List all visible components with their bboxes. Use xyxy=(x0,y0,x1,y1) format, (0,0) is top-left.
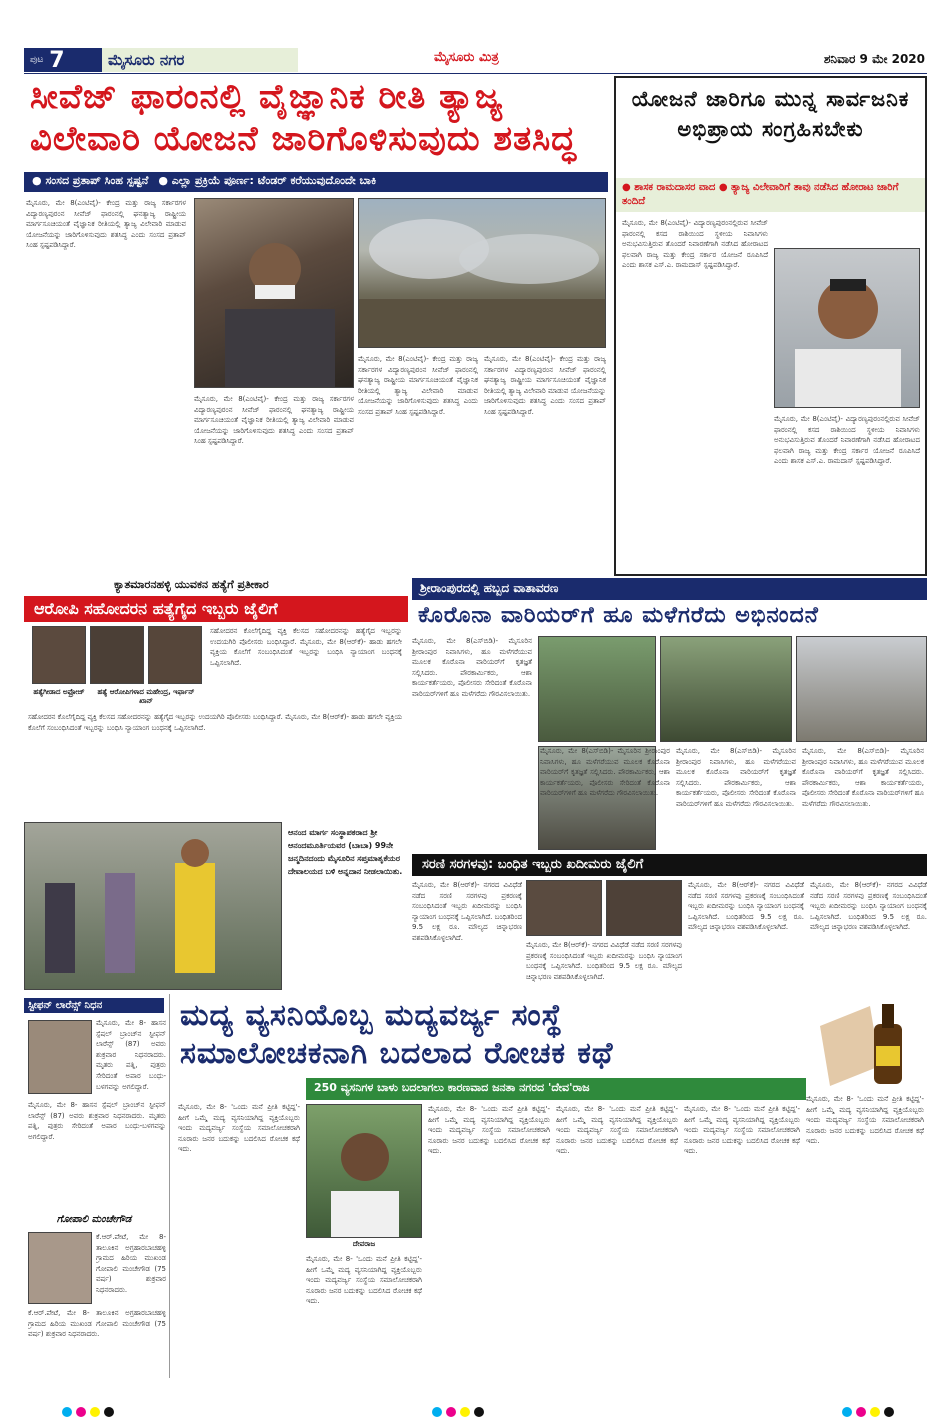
yellow-dot xyxy=(460,1407,470,1417)
yellow-dot xyxy=(870,1407,880,1417)
feature-column-2-bottom: ಮೈಸೂರು, ಮೇ 8- 'ಒಂದು ಮನೆ ಪ್ರೀತಿ ಕಟ್ಟಿದ್ದ'- ಹೀಗೆ ಒಮ್ಮೆ ಮದ್ಯ ವ್ಯಸನಿಯಾಗಿದ್ದ ವ್ಯಕ್ತಿಯೊಬ್ಬರು ಇಂದು ಮದ್ಯವರ್ಜ್ಯ ಸಂಸ್ಥೆಯ ಸಮಾಲೋಚಕರಾಗಿ ನೂರಾರು ಜನರ ಬದುಕನ್ನು ಬದಲಿಸಿದ ರೋಚಕ ಕಥೆ ಇದು. xyxy=(306,1255,422,1306)
obit2-text: ಕೆ.ಆರ್.ಪೇಟೆ, ಮೇ 8- ತಾಲೂಕಿನ ಅಗ್ರಹಾರಬಾಚಹಳ್ಳಿ ಗ್ರಾಮದ ಹಿರಿಯ ಮುಖಂಡ ಗೋಪಾಲಿ ಮಂಚೇಗೌಡ (75 ವರ್ಷ) ಶುಕ್ರವಾರ ನಿಧನರಾದರು. xyxy=(96,1233,166,1294)
registration-marks-center xyxy=(430,1402,486,1421)
chain-snatch-column-2: ಮೈಸೂರು, ಮೇ 8(ಆರ್‌ಕೆ)- ನಗರದ ವಿವಿಧೆಡೆ ನಡೆದ ಸರಣಿ ಸರಗಳವು ಪ್ರಕರಣಕ್ಕೆ ಸಂಬಂಧಿಸಿದಂತೆ ಇಬ್ಬರು ಖದೀಮರನ್ನು ಬಂಧಿಸಿ ನ್ಯಾಯಾಂಗ ಬಂಧನಕ್ಕೆ ಒಪ್ಪಿಸಲಾಗಿದೆ. ಬಂಧಿತರಿಂದ 9.5 ಲಕ್ಷ ರೂ. ಮೌಲ್ಯದ ಚಿನ್ನಾಭರಣ ವಶಪಡಿಸಿಕೊಳ್ಳಲಾಗಿದೆ. xyxy=(526,941,682,981)
feature-headline-line2: ಸಮಾಲೋಚಕನಾಗಿ ಬದಲಾದ ರೋಚಕ ಕಥೆ xyxy=(180,1035,614,1071)
chain-snatch-column-1: ಮೈಸೂರು, ಮೇ 8(ಆರ್‌ಕೆ)- ನಗರದ ವಿವಿಧೆಡೆ ನಡೆದ ಸರಣಿ ಸರಗಳವು ಪ್ರಕರಣಕ್ಕೆ ಸಂಬಂಧಿಸಿದಂತೆ ಇಬ್ಬರು ಖದೀಮರನ್ನು ಬಂಧಿಸಿ ನ್ಯಾಯಾಂಗ ಬಂಧನಕ್ಕೆ ಒಪ್ಪಿಸಲಾಗಿದೆ. ಬಂಧಿತರಿಂದ 9.5 ಲಕ್ಷ ರೂ. ಮೌಲ್ಯದ ಚಿನ್ನಾಭರಣ ವಶಪಡಿಸಿಕೊಳ್ಳಲಾಗಿದೆ. xyxy=(412,881,522,942)
page-label: ಪುಟ xyxy=(30,55,44,65)
lead-column-2: ಮೈಸೂರು, ಮೇ 8(ಎಂಟಿವೈ)- ಕೇಂದ್ರ ಮತ್ತು ರಾಜ್ಯ ಸರ್ಕಾರಗಳ ವಿದ್ಯಾರಣ್ಯಪುರಂನ ಸೀವೆಜ್ ಫಾರಂನಲ್ಲಿ ಘನತ್ಯಾಜ್ಯ ರಾಷ್ಟ್ರೀಯ ಮಾರ್ಗಸೂಚಿಯಂತೆ ವೈಜ್ಞಾನಿಕ ರೀತಿಯಲ್ಲಿ ತ್ಯಾಜ್ಯ ವಿಲೇವಾರಿ ಮಾಡುವ ಯೋಜನೆಯನ್ನು ಜಾರಿಗೊಳಿಸುವುದು ಶತಸಿದ್ಧ ಎಂದು ಸಂಸದ ಪ್ರತಾಪ್ ಸಿಂಹ ಸ್ಪಷ್ಟಪಡಿಸಿದ್ದಾರೆ. xyxy=(194,395,354,446)
annadana-photo xyxy=(24,822,282,990)
lead-story xyxy=(24,78,608,576)
accused-photo-2 xyxy=(148,626,202,684)
chain-snatch-column-3: ಮೈಸೂರು, ಮೇ 8(ಆರ್‌ಕೆ)- ನಗರದ ವಿವಿಧೆಡೆ ನಡೆದ ಸರಣಿ ಸರಗಳವು ಪ್ರಕರಣಕ್ಕೆ ಸಂಬಂಧಿಸಿದಂತೆ ಇಬ್ಬರು ಖದೀಮರನ್ನು ಬಂಧಿಸಿ ನ್ಯಾಯಾಂಗ ಬಂಧನಕ್ಕೆ ಒಪ್ಪಿಸಲಾಗಿದೆ. ಬಂಧಿತರಿಂದ 9.5 ಲಕ್ಷ ರೂ. ಮೌಲ್ಯದ ಚಿನ್ನಾಭರಣ ವಶಪಡಿಸಿಕೊಳ್ಳಲಾಗಿದೆ. xyxy=(688,881,804,932)
person-illustration xyxy=(307,1105,422,1238)
sidebar-column-2: ಮೈಸೂರು, ಮೇ 8(ಎಂಟಿವೈ)- ವಿದ್ಯಾರಣ್ಯಪುರಂನಲ್ಲಿರುವ ಸೀವೆಜ್ ಫಾರಂನಲ್ಲಿ ಕಸದ ರಾಶಿಯಿಂದ ಸ್ಥಳೀಯ ನಿವಾಸಿಗಳು ಅನುಭವಿಸುತ್ತಿರುವ ತೊಂದರೆ ನಿವಾರಣೆಗಾಗಿ ನಡೆಸಿದ ಹೋರಾಟದ ಫಲವಾಗಿ ರಾಜ್ಯ ಮತ್ತು ಕೇಂದ್ರ ಸರ್ಕಾರ ಯೋಜನೆ ರೂಪಿಸಿದೆ ಎಂದು ಶಾಸಕ ಎಸ್.ಎ. ರಾಮದಾಸ್ ಸ್ಪಷ್ಟಪಡಿಸಿದ್ದಾರೆ. xyxy=(774,415,920,466)
feature-headline xyxy=(180,1000,800,1069)
sidebar-deck: ● ಶಾಸಕ ರಾಮದಾಸರ ವಾದ ● ತ್ಯಾಜ್ಯ ವಿಲೇವಾರಿಗೆ ತಾವು ನಡೆಸಿದ ಹೋರಾಟ ಜಾರಿಗೆ ತಂದಿದೆ xyxy=(616,178,925,212)
lead-photo-mp xyxy=(194,198,354,388)
section-name xyxy=(102,48,298,72)
feature-headline-line1: ಮದ್ಯ ವ್ಯಸನಿಯೊಬ್ಬ ಮದ್ಯವರ್ಜ್ಯ ಸಂಸ್ಥೆ xyxy=(180,998,563,1033)
feature-column-3: ಮೈಸೂರು, ಮೇ 8- 'ಒಂದು ಮನೆ ಪ್ರೀತಿ ಕಟ್ಟಿದ್ದ'- ಹೀಗೆ ಒಮ್ಮೆ ಮದ್ಯ ವ್ಯಸನಿಯಾಗಿದ್ದ ವ್ಯಕ್ತಿಯೊಬ್ಬರು ಇಂದು ಮದ್ಯವರ್ಜ್ಯ ಸಂಸ್ಥೆಯ ಸಮಾಲೋಚಕರಾಗಿ ನೂರಾರು ಜನರ ಬದುಕನ್ನು ಬದಲಿಸಿದ ರೋಚಕ ಕಥೆ ಇದು. xyxy=(428,1105,550,1156)
corona-column-1: ಮೈಸೂರು, ಮೇ 8(ಎಸ್‌ಬಿಡಿ)- ಮೈಸೂರಿನ ಶ್ರೀರಾಂಪುರ ನಿವಾಸಿಗಳು, ಹೂ ಮಳೆಗರೆಯುವ ಮೂಲಕ ಕೊರೊನಾ ವಾರಿಯರ್‌ಗೆ ಕೃತಜ್ಞತೆ ಸಲ್ಲಿಸಿದರು. ಪೌರಕಾರ್ಮಿಕರು, ಆಶಾ ಕಾರ್ಯಕರ್ತೆಯರು, ಪೊಲೀಸರು ಸೇರಿದಂತೆ ಕೊರೊನಾ ವಾರಿಯರ್‌ಗಳಿಗೆ ಹೂ ಮಳೆಗರೆದು ಗೌರವಿಸಲಾಯಿತು. xyxy=(412,637,532,698)
cyan-dot xyxy=(842,1407,852,1417)
murder-headline-bar: ಆರೋಪಿ ಸಹೋದರನ ಹತ್ಯೆಗೈದ ಇಬ್ಬರು ಜೈಲಿಗೆ xyxy=(24,596,408,622)
registration-marks-right xyxy=(840,1402,896,1421)
obit1-photo xyxy=(28,1020,92,1094)
sidebar-deck-2: ತ್ಯಾಜ್ಯ ವಿಲೇವಾರಿಗೆ ತಾವು ನಡೆಸಿದ ಹೋರಾಟ ಜಾರಿಗೆ ತಂದಿದೆ xyxy=(622,182,899,207)
cyan-dot xyxy=(62,1407,72,1417)
feature-column-6: ಮೈಸೂರು, ಮೇ 8- 'ಒಂದು ಮನೆ ಪ್ರೀತಿ ಕಟ್ಟಿದ್ದ'- ಹೀಗೆ ಒಮ್ಮೆ ಮದ್ಯ ವ್ಯಸನಿಯಾಗಿದ್ದ ವ್ಯಕ್ತಿಯೊಬ್ಬರು ಇಂದು ಮದ್ಯವರ್ಜ್ಯ ಸಂಸ್ಥೆಯ ಸಮಾಲೋಚಕರಾಗಿ ನೂರಾರು ಜನರ ಬದುಕನ್ನು ಬದಲಿಸಿದ ರೋಚಕ ಕಥೆ ಇದು. xyxy=(806,1095,924,1146)
obit2-photo xyxy=(28,1232,92,1304)
section-label: ಮೈಸೂರು ನಗರ xyxy=(108,51,185,69)
murder-kicker: ಕ್ಯಾತಮಾರನಹಳ್ಳಿ ಯುವಕನ ಹತ್ಯೆಗೆ ಪ್ರತೀಕಾರ xyxy=(114,578,269,591)
corona-column-4: ಮೈಸೂರು, ಮೇ 8(ಎಸ್‌ಬಿಡಿ)- ಮೈಸೂರಿನ ಶ್ರೀರಾಂಪುರ ನಿವಾಸಿಗಳು, ಹೂ ಮಳೆಗರೆಯುವ ಮೂಲಕ ಕೊರೊನಾ ವಾರಿಯರ್‌ಗೆ ಕೃತಜ್ಞತೆ ಸಲ್ಲಿಸಿದರು. ಪೌರಕಾರ್ಮಿಕರು, ಆಶಾ ಕಾರ್ಯಕರ್ತೆಯರು, ಪೊಲೀಸರು ಸೇರಿದಂತೆ ಕೊರೊನಾ ವಾರಿಯರ್‌ಗಳಿಗೆ ಹೂ ಮಳೆಗರೆದು ಗೌರವಿಸಲಾಯಿತು. xyxy=(676,747,796,808)
registration-marks-left xyxy=(60,1402,116,1421)
paper-name: ಮೈಸೂರು ಮಿತ್ರ xyxy=(434,50,499,65)
victim-photo xyxy=(32,626,86,684)
victim-caption: ಹತ್ಯೆಗೀಡಾದ ಅಫ್ರೋಜ್ xyxy=(33,688,85,696)
lead-column-1: ಮೈಸೂರು, ಮೇ 8(ಎಂಟಿವೈ)- ಕೇಂದ್ರ ಮತ್ತು ರಾಜ್ಯ ಸರ್ಕಾರಗಳ ವಿದ್ಯಾರಣ್ಯಪುರಂನ ಸೀವೆಜ್ ಫಾರಂನಲ್ಲಿ ಘನತ್ಯಾಜ್ಯ ರಾಷ್ಟ್ರೀಯ ಮಾರ್ಗಸೂಚಿಯಂತೆ ವೈಜ್ಞಾನಿಕ ರೀತಿಯಲ್ಲಿ ತ್ಯಾಜ್ಯ ವಿಲೇವಾರಿ ಮಾಡುವ ಯೋಜನೆಯನ್ನು ಜಾರಿಗೊಳಿಸುವುದು ಶತಸಿದ್ಧ ಎಂದು ಸಂಸದ ಪ್ರತಾಪ್ ಸಿಂಹ ಸ್ಪಷ್ಟಪಡಿಸಿದ್ದಾರೆ. xyxy=(26,199,186,250)
feature-photo-caption: ದೇವರಾಜ xyxy=(352,1240,376,1248)
chain-snatch-column-4: ಮೈಸೂರು, ಮೇ 8(ಆರ್‌ಕೆ)- ನಗರದ ವಿವಿಧೆಡೆ ನಡೆದ ಸರಣಿ ಸರಗಳವು ಪ್ರಕರಣಕ್ಕೆ ಸಂಬಂಧಿಸಿದಂತೆ ಇಬ್ಬರು ಖದೀಮರನ್ನು ಬಂಧಿಸಿ ನ್ಯಾಯಾಂಗ ಬಂಧನಕ್ಕೆ ಒಪ್ಪಿಸಲಾಗಿದೆ. ಬಂಧಿತರಿಂದ 9.5 ಲಕ್ಷ ರೂ. ಮೌಲ್ಯದ ಚಿನ್ನಾಭರಣ ವಶಪಡಿಸಿಕೊಳ್ಳಲಾಗಿದೆ. xyxy=(810,881,927,932)
obit2-title: ಗೋಪಾಲಿ ಮಂಚೇಗೌಡ xyxy=(56,1214,132,1225)
corona-photo-3 xyxy=(796,636,927,742)
feature-column-5: ಮೈಸೂರು, ಮೇ 8- 'ಒಂದು ಮನೆ ಪ್ರೀತಿ ಕಟ್ಟಿದ್ದ'- ಹೀಗೆ ಒಮ್ಮೆ ಮದ್ಯ ವ್ಯಸನಿಯಾಗಿದ್ದ ವ್ಯಕ್ತಿಯೊಬ್ಬರು ಇಂದು ಮದ್ಯವರ್ಜ್ಯ ಸಂಸ್ಥೆಯ ಸಮಾಲೋಚಕರಾಗಿ ನೂರಾರು ಜನರ ಬದುಕನ್ನು ಬದಲಿಸಿದ ರೋಚಕ ಕಥೆ ಇದು. xyxy=(684,1105,800,1156)
chain-snatch-headline-bar: ಸರಣಿ ಸರಗಳವು: ಬಂಧಿತ ಇಬ್ಬರು ಖದೀಮರು ಜೈಲಿಗೆ xyxy=(412,854,927,876)
lead-photo-dump xyxy=(358,198,606,348)
sidebar-headline: ಯೋಜನೆ ಜಾರಿಗೂ ಮುನ್ನ ಸಾರ್ವಜನಿಕ ಅಭಿಪ್ರಾಯ ಸಂಗ್ರಹಿಸಬೇಕು xyxy=(631,87,910,142)
sidebar-story xyxy=(614,76,927,576)
black-dot xyxy=(884,1407,894,1417)
corona-column-5: ಮೈಸೂರು, ಮೇ 8(ಎಸ್‌ಬಿಡಿ)- ಮೈಸೂರಿನ ಶ್ರೀರಾಂಪುರ ನಿವಾಸಿಗಳು, ಹೂ ಮಳೆಗರೆಯುವ ಮೂಲಕ ಕೊರೊನಾ ವಾರಿಯರ್‌ಗೆ ಕೃತಜ್ಞತೆ ಸಲ್ಲಿಸಿದರು. ಪೌರಕಾರ್ಮಿಕರು, ಆಶಾ ಕಾರ್ಯಕರ್ತೆಯರು, ಪೊಲೀಸರು ಸೇರಿದಂತೆ ಕೊರೊನಾ ವಾರಿಯರ್‌ಗಳಿಗೆ ಹೂ ಮಳೆಗರೆದು ಗೌರವಿಸಲಾಯಿತು. xyxy=(802,747,924,808)
corona-headline: ಕೊರೊನಾ ವಾರಿಯರ್‌ಗೆ ಹೂ ಮಳೆಗರೆದು ಅಭಿನಂದನೆ xyxy=(418,604,819,628)
paper-logo xyxy=(434,50,499,65)
date-text: ಶನಿವಾರ 9 ಮೇ 2020 xyxy=(823,52,925,66)
corona-column-3: ಮೈಸೂರು, ಮೇ 8(ಎಸ್‌ಬಿಡಿ)- ಮೈಸೂರಿನ ಶ್ರೀರಾಂಪುರ ನಿವಾಸಿಗಳು, ಹೂ ಮಳೆಗರೆಯುವ ಮೂಲಕ ಕೊರೊನಾ ವಾರಿಯರ್‌ಗೆ ಕೃತಜ್ಞತೆ ಸಲ್ಲಿಸಿದರು. ಪೌರಕಾರ್ಮಿಕರು, ಆಶಾ ಕಾರ್ಯಕರ್ತೆಯರು, ಪೊಲೀಸರು ಸೇರಿದಂತೆ ಕೊರೊನಾ ವಾರಿಯರ್‌ಗಳಿಗೆ ಹೂ ಮಳೆಗರೆದು ಗೌರವಿಸಲಾಯಿತು. xyxy=(540,747,670,798)
accused-photo-b xyxy=(606,880,682,936)
corona-kicker-bar: ಶ್ರೀರಾಂಪುರದಲ್ಲಿ ಹಬ್ಬದ ವಾತಾವರಣ xyxy=(412,578,927,600)
magenta-dot xyxy=(856,1407,866,1417)
obit1-title: ಸ್ಟೀಫನ್ ಲಾರೆನ್ಸ್ ನಿಧನ xyxy=(24,998,164,1013)
sidebar-photo-mla xyxy=(774,248,920,408)
feature-column-1: ಮೈಸೂರು, ಮೇ 8- 'ಒಂದು ಮನೆ ಪ್ರೀತಿ ಕಟ್ಟಿದ್ದ'- ಹೀಗೆ ಒಮ್ಮೆ ಮದ್ಯ ವ್ಯಸನಿಯಾಗಿದ್ದ ವ್ಯಕ್ತಿಯೊಬ್ಬರು ಇಂದು ಮದ್ಯವರ್ಜ್ಯ ಸಂಸ್ಥೆಯ ಸಮಾಲೋಚಕರಾಗಿ ನೂರಾರು ಜನರ ಬದುಕನ್ನು ಬದಲಿಸಿದ ರೋಚಕ ಕಥೆ ಇದು. xyxy=(178,1103,300,1154)
accused-photo-1 xyxy=(90,626,144,684)
murder-text-left: ಸಹೋದರನ ಕೊಲೆಗೈದಿದ್ದ ವ್ಯಕ್ತಿ ಕೆಲಸದ ಸಹೋದರನನ್ನು ಹತ್ಯೆಗೈದ ಇಬ್ಬರನ್ನು ಉದಯಗಿರಿ ಪೊಲೀಸರು ಬಂಧಿಸಿದ್ದಾರೆ. ಮೈಸೂರು, ಮೇ 8(ಆರ್‌ಕೆ)- ಹಾಡು ಹಗಲೇ ವ್ಯಕ್ತಿಯ ಕೊಲೆಗೆ ಸಂಬಂಧಿಸಿದಂತೆ ಇಬ್ಬರನ್ನು ಬಂಧಿಸಿ ನ್ಯಾಯಾಂಗ ಬಂಧನಕ್ಕೆ ಒಪ್ಪಿಸಲಾಗಿದೆ. xyxy=(28,713,402,732)
black-dot xyxy=(474,1407,484,1417)
lead-deck-2: ● ಎಲ್ಲಾ ಪ್ರಕ್ರಿಯೆ ಪೂರ್ಣ: ಟೆಂಡರ್ ಕರೆಯುವುದೊಂದೇ ಬಾಕಿ xyxy=(158,174,377,187)
lead-headline-line1: ಸೀವೆಜ್ ಫಾರಂನಲ್ಲಿ ವೈಜ್ಞಾನಿಕ ರೀತಿ ತ್ಯಾಜ್ಯ xyxy=(30,77,504,117)
feature-photo-devaraj xyxy=(306,1104,422,1238)
feature-story xyxy=(174,994,927,1378)
masthead xyxy=(24,48,927,74)
lead-deck-bar xyxy=(24,172,608,192)
cyan-dot xyxy=(432,1407,442,1417)
lead-headline xyxy=(30,77,608,159)
lead-column-4: ಮೈಸೂರು, ಮೇ 8(ಎಂಟಿವೈ)- ಕೇಂದ್ರ ಮತ್ತು ರಾಜ್ಯ ಸರ್ಕಾರಗಳ ವಿದ್ಯಾರಣ್ಯಪುರಂನ ಸೀವೆಜ್ ಫಾರಂನಲ್ಲಿ ಘನತ್ಯಾಜ್ಯ ರಾಷ್ಟ್ರೀಯ ಮಾರ್ಗಸೂಚಿಯಂತೆ ವೈಜ್ಞಾನಿಕ ರೀತಿಯಲ್ಲಿ ತ್ಯಾಜ್ಯ ವಿಲೇವಾರಿ ಮಾಡುವ ಯೋಜನೆಯನ್ನು ಜಾರಿಗೊಳಿಸುವುದು ಶತಸಿದ್ಧ ಎಂದು ಸಂಸದ ಪ್ರತಾಪ್ ಸಿಂಹ ಸ್ಪಷ್ಟಪಡಿಸಿದ್ದಾರೆ. xyxy=(484,355,606,416)
accused-photo-a xyxy=(526,880,602,936)
sidebar-deck-1: ಶಾಸಕ ರಾಮದಾಸರ ವಾದ xyxy=(634,182,716,193)
yellow-dot xyxy=(90,1407,100,1417)
person-illustration xyxy=(195,199,354,388)
no-alcohol-icon xyxy=(810,996,920,1092)
lead-headline-line2: ವಿಲೇವಾರಿ ಯೋಜನೆ ಜಾರಿಗೊಳಿಸುವುದು ಶತಸಿದ್ಧ xyxy=(30,118,577,159)
masthead-rule xyxy=(24,73,927,74)
page-number: 7 xyxy=(49,47,65,73)
murder-text-right: ಸಹೋದರನ ಕೊಲೆಗೈದಿದ್ದ ವ್ಯಕ್ತಿ ಕೆಲಸದ ಸಹೋದರನನ್ನು ಹತ್ಯೆಗೈದ ಇಬ್ಬರನ್ನು ಉದಯಗಿರಿ ಪೊಲೀಸರು ಬಂಧಿಸಿದ್ದಾರೆ. ಮೈಸೂರು, ಮೇ 8(ಆರ್‌ಕೆ)- ಹಾಡು ಹಗಲೇ ವ್ಯಕ್ತಿಯ ಕೊಲೆಗೆ ಸಂಬಂಧಿಸಿದಂತೆ ಇಬ್ಬರನ್ನು ಬಂಧಿಸಿ ನ್ಯಾಯಾಂಗ ಬಂಧನಕ್ಕೆ ಒಪ್ಪಿಸಲಾಗಿದೆ. xyxy=(210,627,402,667)
obituaries xyxy=(24,994,170,1378)
issue-date xyxy=(824,52,925,67)
murder-story xyxy=(24,578,408,818)
obit1-text: ಮೈಸೂರು, ಮೇ 8- ಹಾಸನ ಸ್ಪೆಷಲ್ ಬ್ರಾಂಚ್‌ನ ಸ್ಟೀಫನ್ ಲಾರೆನ್ಸ್ (87) ಅವರು ಶುಕ್ರವಾರ ನಿಧನರಾದರು. ಮೃತರು ಪತ್ನಿ, ಪುತ್ರರು ಸೇರಿದಂತೆ ಅಪಾರ ಬಂಧು-ಬಳಗವನ್ನು ಅಗಲಿದ್ದಾರೆ. xyxy=(96,1019,166,1091)
corona-photo-1 xyxy=(538,636,656,742)
black-dot xyxy=(104,1407,114,1417)
annadana-box xyxy=(24,822,408,990)
people-illustration xyxy=(25,823,282,990)
feature-column-4: ಮೈಸೂರು, ಮೇ 8- 'ಒಂದು ಮನೆ ಪ್ರೀತಿ ಕಟ್ಟಿದ್ದ'- ಹೀಗೆ ಒಮ್ಮೆ ಮದ್ಯ ವ್ಯಸನಿಯಾಗಿದ್ದ ವ್ಯಕ್ತಿಯೊಬ್ಬರು ಇಂದು ಮದ್ಯವರ್ಜ್ಯ ಸಂಸ್ಥೆಯ ಸಮಾಲೋಚಕರಾಗಿ ನೂರಾರು ಜನರ ಬದುಕನ್ನು ಬದಲಿಸಿದ ರೋಚಕ ಕಥೆ ಇದು. xyxy=(556,1105,678,1156)
lead-deck-1: ● ಸಂಸದ ಪ್ರತಾಪ್ ಸಿಂಹ ಸ್ಪಷ್ಟನೆ xyxy=(32,174,149,187)
feature-hand-bottle-illustration xyxy=(810,996,920,1092)
corona-photo-2 xyxy=(660,636,792,742)
sidebar-column-1: ಮೈಸೂರು, ಮೇ 8(ಎಂಟಿವೈ)- ವಿದ್ಯಾರಣ್ಯಪುರಂನಲ್ಲಿರುವ ಸೀವೆಜ್ ಫಾರಂನಲ್ಲಿ ಕಸದ ರಾಶಿಯಿಂದ ಸ್ಥಳೀಯ ನಿವಾಸಿಗಳು ಅನುಭವಿಸುತ್ತಿರುವ ತೊಂದರೆ ನಿವಾರಣೆಗಾಗಿ ನಡೆಸಿದ ಹೋರಾಟದ ಫಲವಾಗಿ ರಾಜ್ಯ ಮತ್ತು ಕೇಂದ್ರ ಸರ್ಕಾರ ಯೋಜನೆ ರೂಪಿಸಿದೆ ಎಂದು ಶಾಸಕ ಎಸ್.ಎ. ರಾಮದಾಸ್ ಸ್ಪಷ್ಟಪಡಿಸಿದ್ದಾರೆ. xyxy=(622,219,768,270)
obit1-text-more: ಮೈಸೂರು, ಮೇ 8- ಹಾಸನ ಸ್ಪೆಷಲ್ ಬ್ರಾಂಚ್‌ನ ಸ್ಟೀಫನ್ ಲಾರೆನ್ಸ್ (87) ಅವರು ಶುಕ್ರವಾರ ನಿಧನರಾದರು. ಮೃತರು ಪತ್ನಿ, ಪುತ್ರರು ಸೇರಿದಂತೆ ಅಪಾರ ಬಂಧು-ಬಳಗವನ್ನು ಅಗಲಿದ್ದಾರೆ. xyxy=(28,1101,166,1141)
magenta-dot xyxy=(76,1407,86,1417)
magenta-dot xyxy=(446,1407,456,1417)
garbage-site-illustration xyxy=(359,199,606,348)
feature-deck-bar: 250 ವ್ಯಸನಿಗಳ ಬಾಳು ಬದಲಾಗಲು ಕಾರಣವಾದ ಜನತಾ ನಗರದ 'ದೇವ'ರಾಜ xyxy=(306,1078,806,1100)
person-illustration xyxy=(775,249,920,408)
chain-snatch-story xyxy=(412,854,927,988)
page-number-badge xyxy=(24,48,102,72)
accused-caption: ಹತ್ಯೆ ಆರೋಪಿಗಳಾದ ಮಹೇಂದ್ರ, ಇರ್ಫಾನ್ ಖಾನ್ xyxy=(97,688,195,705)
annadana-caption: ಆನಂದ ಮಾರ್ಗ ಸಂಸ್ಥಾಪಕರಾದ ಶ್ರೀ ಆನಂದಮೂರ್ತಿಯವರ (ಬಾಬಾ) 99ನೇ ಜನ್ಮದಿನದಂದು ಮೈಸೂರಿನ ಸಪ್ತಮಾತೃಕೆಯರ ದೇವಾಲಯದ ಬಳಿ ಅನ್ನದಾನ ನೀಡಲಾಯಿತು. xyxy=(288,828,403,876)
lead-column-3: ಮೈಸೂರು, ಮೇ 8(ಎಂಟಿವೈ)- ಕೇಂದ್ರ ಮತ್ತು ರಾಜ್ಯ ಸರ್ಕಾರಗಳ ವಿದ್ಯಾರಣ್ಯಪುರಂನ ಸೀವೆಜ್ ಫಾರಂನಲ್ಲಿ ಘನತ್ಯಾಜ್ಯ ರಾಷ್ಟ್ರೀಯ ಮಾರ್ಗಸೂಚಿಯಂತೆ ವೈಜ್ಞಾನಿಕ ರೀತಿಯಲ್ಲಿ ತ್ಯಾಜ್ಯ ವಿಲೇವಾರಿ ಮಾಡುವ ಯೋಜನೆಯನ್ನು ಜಾರಿಗೊಳಿಸುವುದು ಶತಸಿದ್ಧ ಎಂದು ಸಂಸದ ಪ್ರತಾಪ್ ಸಿಂಹ ಸ್ಪಷ್ಟಪಡಿಸಿದ್ದಾರೆ. xyxy=(358,355,478,416)
obit2-text-more: ಕೆ.ಆರ್.ಪೇಟೆ, ಮೇ 8- ತಾಲೂಕಿನ ಅಗ್ರಹಾರಬಾಚಹಳ್ಳಿ ಗ್ರಾಮದ ಹಿರಿಯ ಮುಖಂಡ ಗೋಪಾಲಿ ಮಂಚೇಗೌಡ (75 ವರ್ಷ) ಶುಕ್ರವಾರ ನಿಧನರಾದರು. xyxy=(28,1309,166,1339)
